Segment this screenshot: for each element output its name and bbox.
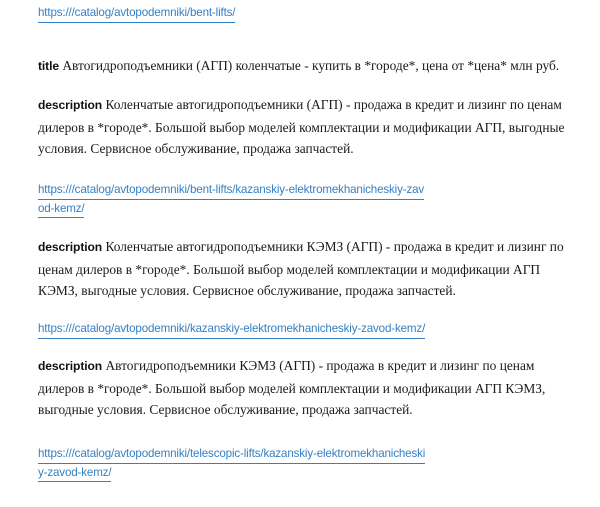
meta-description-value: Коленчатые автогидроподъемники (АГП) - продажа в кредит и лизинг по ценам дилеров в *городе*. Большой выбор моделей комплектации и модификации АГП, выгодные условия. Сервисное обслуживание, продажа запчастей. xyxy=(38,97,565,156)
meta-description-value: Автогидроподъемники КЭМЗ (АГП) - продажа в кредит и лизинг по ценам дилеров в *городе*. Большой выбор моделей комплектации и модификации АГП КЭМЗ, выгодные условия. Сервисное обслуживание, продажа запчастей. xyxy=(38,358,546,417)
url-scheme[interactable]: https:// xyxy=(38,181,72,200)
meta-description-label: description xyxy=(38,98,103,112)
meta-description-block-2 xyxy=(38,236,578,302)
hyperlink-line[interactable] xyxy=(38,4,592,23)
hyperlink-line-continued[interactable] xyxy=(38,464,592,483)
meta-description-block-3 xyxy=(38,355,578,421)
meta-title-value: Автогидроподъемники (АГП) коленчатые - купить в *городе*, цена от *цена* млн руб. xyxy=(62,58,560,73)
url-scheme[interactable]: https:// xyxy=(38,445,72,464)
hyperlink-line[interactable] xyxy=(38,445,592,464)
url-path[interactable]: /catalog/avtopodemniki/bent-lifts/kazanskiy-elektromekhanicheskiy-zav xyxy=(72,181,424,200)
url-path[interactable]: /catalog/avtopodemniki/kazanskiy-elektromekhanicheskiy-zavod-kemz/ xyxy=(72,320,426,339)
url-scheme[interactable]: https:// xyxy=(38,4,72,23)
hyperlink-bent-lifts[interactable] xyxy=(38,4,592,23)
hyperlink-bent-lifts-kemz[interactable] xyxy=(38,181,592,218)
url-path-continued[interactable]: y-zavod-kemz/ xyxy=(38,464,111,483)
hyperlink-kemz[interactable] xyxy=(38,320,592,339)
url-path-continued[interactable]: od-kemz/ xyxy=(38,200,84,219)
url-path[interactable]: /catalog/avtopodemniki/telescopic-lifts/kazanskiy-elektromekhanicheski xyxy=(72,445,426,464)
url-path[interactable]: /catalog/avtopodemniki/bent-lifts/ xyxy=(72,4,236,23)
meta-description-label: description xyxy=(38,240,103,254)
meta-description-block-1 xyxy=(38,94,578,160)
meta-description-value: Коленчатые автогидроподъемники КЭМЗ (АГП) - продажа в кредит и лизинг по ценам дилеров в *городе*. Большой выбор моделей комплектации и модификации АГП КЭМЗ, выгодные условия. Сервисное обслуживание, продажа запчастей. xyxy=(38,239,564,298)
url-scheme[interactable]: https:// xyxy=(38,320,72,339)
hyperlink-line-continued[interactable] xyxy=(38,200,592,219)
meta-title-block xyxy=(38,55,586,78)
hyperlink-telescopic-lifts-kemz[interactable] xyxy=(38,445,592,482)
hyperlink-line[interactable] xyxy=(38,320,592,339)
meta-title-label: title xyxy=(38,59,60,73)
hyperlink-line[interactable] xyxy=(38,181,592,200)
meta-description-label: description xyxy=(38,359,103,373)
